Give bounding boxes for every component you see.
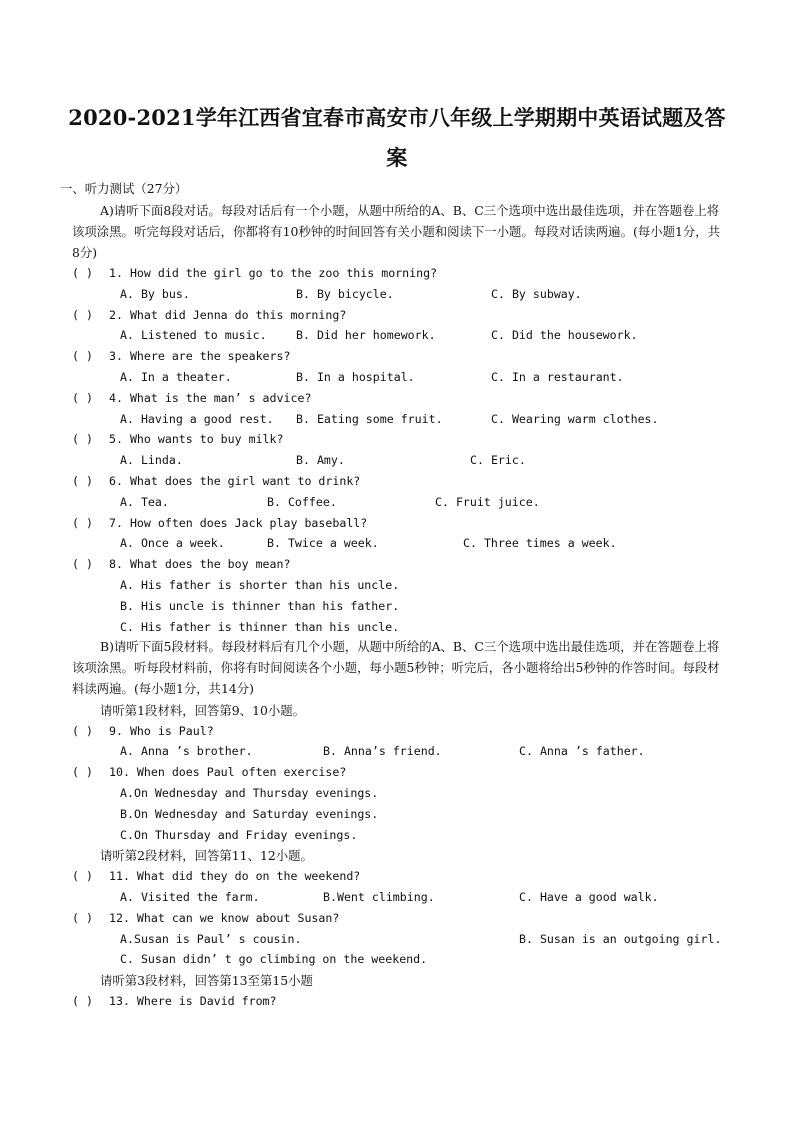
question-text: 13. Where is David from?: [109, 994, 277, 1008]
answer-blank: ( ): [72, 516, 93, 530]
options-row: [0, 453, 794, 471]
option-a: A. Anna ’s brother.: [120, 744, 253, 758]
option-b: B.Went climbing.: [323, 890, 435, 904]
option-c: C. His father is thinner than his uncle.: [120, 620, 400, 634]
section-heading: 一、听力测试（27分）: [60, 181, 188, 196]
material-3-prompt: 请听第3段材料，回答第13至第15小题: [100, 973, 313, 988]
option-c: C. Eric.: [470, 453, 526, 467]
question-row: [0, 266, 794, 284]
option-c: C. In a restaurant.: [491, 370, 624, 384]
question-text: 8. What does the boy mean?: [109, 557, 291, 571]
option-c: C. Susan didn’ t go climbing on the weekend.: [120, 952, 428, 966]
question-row: [0, 911, 794, 929]
question-text: 10. When does Paul often exercise?: [109, 765, 347, 779]
question-row: [0, 474, 794, 492]
options-row: [0, 932, 794, 950]
answer-blank: ( ): [72, 266, 93, 280]
answer-blank: ( ): [72, 557, 93, 571]
option-a: A.Susan is Paul’ s cousin.: [120, 932, 302, 946]
options-row: [0, 828, 794, 846]
option-a: A. Tea.: [120, 495, 169, 509]
answer-blank: ( ): [72, 391, 93, 405]
options-row: [0, 412, 794, 430]
option-b: B. Susan is an outgoing girl.: [519, 932, 722, 946]
option-b: B. His uncle is thinner than his father.: [120, 599, 400, 613]
option-a: A. In a theater.: [120, 370, 232, 384]
option-c: C. Three times a week.: [463, 536, 617, 550]
question-row: [0, 308, 794, 326]
question-text: 9. Who is Paul?: [109, 724, 214, 738]
option-a: A. His father is shorter than his uncle.: [120, 578, 400, 592]
option-b: B. Amy.: [296, 453, 345, 467]
answer-blank: ( ): [72, 911, 93, 925]
options-row: [0, 370, 794, 388]
question-row: [0, 724, 794, 742]
option-c: C. Anna ’s father.: [519, 744, 645, 758]
question-row: [0, 994, 794, 1012]
option-a: A.On Wednesday and Thursday evenings.: [120, 786, 379, 800]
option-b: B. In a hospital.: [296, 370, 415, 384]
question-text: 11. What did they do on the weekend?: [109, 869, 361, 883]
option-a: A. Once a week.: [120, 536, 225, 550]
option-b: B. Twice a week.: [267, 536, 379, 550]
answer-blank: ( ): [72, 994, 93, 1008]
question-row: [0, 391, 794, 409]
question-text: 7. How often does Jack play baseball?: [109, 516, 368, 530]
option-b: B.On Wednesday and Saturday evenings.: [120, 807, 379, 821]
answer-blank: ( ): [72, 432, 93, 446]
options-row: [0, 744, 794, 762]
page-title-line1: 2020-2021学年江西省宜春市高安市八年级上学期期中英语试题及答: [68, 105, 726, 130]
options-row: [0, 536, 794, 554]
question-text: 6. What does the girl want to drink?: [109, 474, 361, 488]
option-a: A. Visited the farm.: [120, 890, 260, 904]
part-b-instructions: B)请听下面5段材料。每段材料后有几个小题，从题中所给的A、B、C三个选项中选出最佳选项，并在答题卷上将该项涂黑。听每段材料前，你将有时间阅读各个小题，每小题5秒钟；听完后，各小题将给出5秒钟的作答时间。每段材料读两遍。(每小题1分，共14分): [72, 639, 720, 696]
material-2-prompt: 请听第2段材料，回答第11、12小题。: [100, 848, 313, 863]
option-a: A. Listened to music.: [120, 328, 267, 342]
options-row: [0, 287, 794, 305]
question-text: 12. What can we know about Susan?: [109, 911, 340, 925]
options-row: [0, 599, 794, 617]
option-c: C.On Thursday and Friday evenings.: [120, 828, 358, 842]
part-a-instructions: A)请听下面8段对话。每段对话后有一个小题，从题中所给的A、B、C三个选项中选出最佳选项，并在答题卷上将该项涂黑。听完每段对话后，你都将有10秒钟的时间回答有关小题和阅读下一小题。每段对话读两遍。(每小题1分，共8分): [72, 203, 721, 260]
question-text: 4. What is the man’ s advice?: [109, 391, 312, 405]
option-a: A. By bus.: [120, 287, 190, 301]
question-text: 1. How did the girl go to the zoo this morning?: [109, 266, 438, 280]
option-c: C. Wearing warm clothes.: [491, 412, 659, 426]
options-row: [0, 786, 794, 804]
question-row: [0, 557, 794, 575]
options-row: [0, 495, 794, 513]
question-row: [0, 349, 794, 367]
options-row: [0, 578, 794, 596]
options-row: [0, 620, 794, 638]
answer-blank: ( ): [72, 308, 93, 322]
options-row: [0, 807, 794, 825]
option-c: C. Did the housework.: [491, 328, 638, 342]
material-1-prompt: 请听第1段材料，回答第9、10小题。: [100, 703, 306, 718]
question-row: [0, 869, 794, 887]
question-text: 3. Where are the speakers?: [109, 349, 291, 363]
options-row: [0, 952, 794, 970]
question-text: 2. What did Jenna do this morning?: [109, 308, 347, 322]
option-c: C. By subway.: [491, 287, 582, 301]
option-b: B. Coffee.: [267, 495, 337, 509]
options-row: [0, 890, 794, 908]
option-c: C. Have a good walk.: [519, 890, 659, 904]
page-title-line2: 案: [386, 145, 408, 170]
answer-blank: ( ): [72, 349, 93, 363]
answer-blank: ( ): [72, 474, 93, 488]
option-a: A. Linda.: [120, 453, 183, 467]
question-row: [0, 432, 794, 450]
answer-blank: ( ): [72, 765, 93, 779]
question-text: 5. Who wants to buy milk?: [109, 432, 284, 446]
question-row: [0, 516, 794, 534]
option-a: A. Having a good rest.: [120, 412, 274, 426]
options-row: [0, 328, 794, 346]
option-b: B. Anna’s friend.: [323, 744, 442, 758]
answer-blank: ( ): [72, 724, 93, 738]
answer-blank: ( ): [72, 869, 93, 883]
option-b: B. By bicycle.: [296, 287, 394, 301]
option-c: C. Fruit juice.: [435, 495, 540, 509]
question-row: [0, 765, 794, 783]
option-b: B. Did her homework.: [296, 328, 436, 342]
option-b: B. Eating some fruit.: [296, 412, 443, 426]
